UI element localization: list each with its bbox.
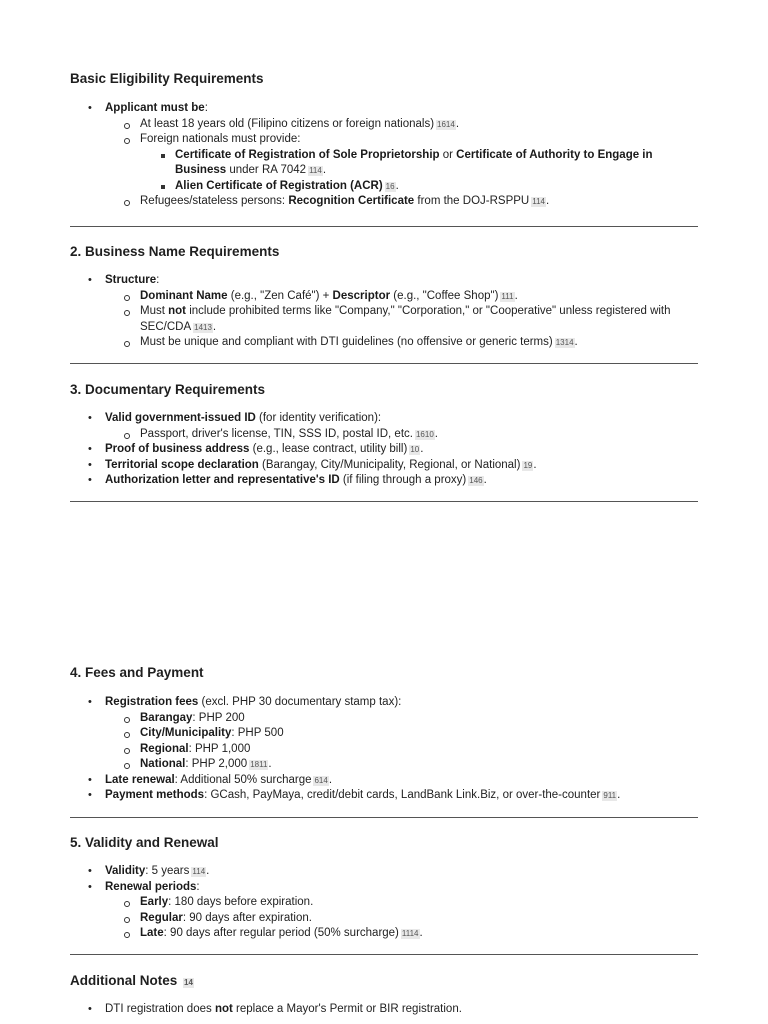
list-item: • Late renewal: Additional 50% surcharge 614. xyxy=(70,773,698,789)
item-text: : 180 days before expiration. xyxy=(168,896,314,908)
item-bold: National xyxy=(140,758,186,770)
list-item: Certificate of Registration of Sole Proprietorship or Certificate of Authority to Engage in Business under RA 7042 114. xyxy=(140,148,698,179)
item-text: : PHP 2,000 xyxy=(185,758,248,770)
sub-sub-list xyxy=(140,148,698,195)
sub-list xyxy=(105,117,698,210)
item-bold: Registration fees xyxy=(105,696,199,708)
list-item xyxy=(105,895,698,911)
list-item xyxy=(105,742,698,758)
list-item: Alien Certificate of Registration (ACR) 16. xyxy=(140,179,698,195)
list-item xyxy=(105,711,698,727)
item-text: (Barangay, City/Municipality, Regional, or National) xyxy=(258,458,521,471)
citation-ref[interactable]: 19 xyxy=(523,460,533,470)
item-bold: Regional xyxy=(140,742,189,755)
citation-ref[interactable]: 10 xyxy=(410,445,420,454)
item-bold: Certificate of Registration of Sole Proprietorship xyxy=(175,148,440,161)
citation-ref[interactable]: 1610 xyxy=(415,429,434,439)
item-text: : GCash, PayMaya, credit/debit cards, LandBank Link.Biz, or over-the-counter xyxy=(204,789,601,801)
sub-list xyxy=(105,289,698,351)
section-heading: 2. Business Name Requirements xyxy=(70,244,280,259)
list-item xyxy=(105,132,698,194)
divider xyxy=(70,501,698,502)
list-item: Dominant Name (e.g., "Zen Café") + Descriptor (e.g., "Coffee Shop") 111. xyxy=(105,289,698,305)
list-item: At least 18 years old (Filipino citizens or foreign nationals) 1614. xyxy=(105,117,698,133)
section-eligibility xyxy=(70,70,698,210)
section-fees xyxy=(70,664,698,804)
business-name-list xyxy=(70,273,698,351)
item-text: replace a Mayor's Permit or BIR registration. xyxy=(232,1003,462,1015)
list-item: National: PHP 2,000 1811. xyxy=(105,757,698,773)
item-bold: Payment methods xyxy=(105,789,205,801)
item-text: (excl. PHP 30 documentary stamp tax): xyxy=(198,696,402,708)
list-item xyxy=(70,695,698,773)
list-item: Late: 90 days after regular period (50% surcharge) 1114. xyxy=(105,926,698,942)
list-item: • Validity: 5 years 114. xyxy=(70,864,698,880)
section-validity xyxy=(70,834,698,942)
item-bold: Structure xyxy=(105,274,157,286)
citation-ref[interactable]: 1314 xyxy=(555,338,574,347)
eligibility-list xyxy=(70,101,698,210)
item-bold: not xyxy=(214,1003,233,1015)
section-documentary xyxy=(70,381,698,489)
list-item xyxy=(105,911,698,927)
item-text: : 5 years xyxy=(145,865,190,877)
item-text: : PHP 1,000 xyxy=(188,742,251,755)
item-text: : 90 days after regular period (50% surcharge) xyxy=(163,927,399,939)
list-item: Refugees/stateless persons: Recognition Certificate from the DOJ-RSPPU 114. xyxy=(105,194,698,210)
item-bold: Early xyxy=(140,896,169,908)
item-bold: Validity xyxy=(105,865,146,877)
list-item: • Proof of business address (e.g., lease contract, utility bill) 10. xyxy=(70,442,698,458)
sub-list xyxy=(105,427,698,443)
list-item: Passport, driver's license, TIN, SSS ID, postal ID, etc. 1610. xyxy=(105,427,698,443)
item-bold: Dominant Name xyxy=(140,289,228,302)
citation-ref[interactable]: 1811 xyxy=(250,760,268,769)
list-item: Must be unique and compliant with DTI guidelines (no offensive or generic terms) 1314. xyxy=(105,335,698,351)
item-text: (e.g., "Coffee Shop") xyxy=(390,289,499,302)
list-item: • Payment methods: GCash, PayMaya, credit/debit cards, LandBank Link.Biz, or over-the-counter 911. xyxy=(70,788,698,804)
item-text: : Additional 50% surcharge xyxy=(174,773,312,786)
sub-list xyxy=(105,711,698,773)
section-heading: 3. Documentary Requirements xyxy=(70,382,266,397)
item-text: (e.g., lease contract, utility bill) xyxy=(249,443,408,455)
applicant-label: Applicant must be xyxy=(105,102,205,114)
item-text: At least 18 years old (Filipino citizens or foreign nationals) xyxy=(140,117,435,130)
divider xyxy=(70,817,698,818)
list-item xyxy=(105,726,698,742)
item-text: : 90 days after expiration. xyxy=(182,911,312,924)
divider xyxy=(70,954,698,955)
section-heading xyxy=(70,972,698,990)
item-text: DTI registration does xyxy=(105,1003,215,1015)
item-text: : PHP 500 xyxy=(231,727,284,739)
item-text: from the DOJ-RSPPU xyxy=(414,195,530,207)
item-text: or xyxy=(439,148,457,161)
item-bold: Regular xyxy=(140,911,183,924)
item-bold: Descriptor xyxy=(332,289,391,302)
item-bold: Barangay xyxy=(140,711,193,724)
section-heading: 4. Fees and Payment xyxy=(70,665,204,680)
fees-list xyxy=(70,695,698,804)
notes-list xyxy=(70,1002,698,1018)
list-item: Must not include prohibited terms like "Company," "Corporation," or "Cooperative" unless registered with SEC/CDA 1413. xyxy=(105,304,698,335)
list-item: • Authorization letter and representative's ID (if filing through a proxy) 146. xyxy=(70,473,698,489)
sub-list xyxy=(105,895,698,942)
list-item xyxy=(70,1002,698,1018)
citation-ref[interactable]: 114 xyxy=(192,867,206,876)
item-bold: Territorial scope declaration xyxy=(105,458,259,471)
citation-ref[interactable]: 1114 xyxy=(401,929,419,938)
item-bold: not xyxy=(168,305,187,317)
validity-list xyxy=(70,864,698,942)
item-text: include prohibited terms like "Company," "Corporation," or "Cooperative" unless registered with SEC/CDA xyxy=(140,305,671,333)
item-bold: Proof of business address xyxy=(105,443,250,455)
item-text: Foreign nationals must provide: xyxy=(140,133,301,145)
item-bold: City/Municipality xyxy=(140,727,232,739)
item-text: : PHP 200 xyxy=(192,711,245,724)
list-item: • Applicant must be: At least 18 years old (Filipino citizens or foreign nationals) 1614. Foreign nationals must provide: Certificate of Registration of Sole Proprietorship or Certificate of Authority to Engage in Business under RA 7042 114. Alien Certificate of Registration (ACR) 16. Refugees/stateless persons: Recognition Certificate from the DOJ-RSPPU 114. xyxy=(70,101,698,210)
list-item: • Territorial scope declaration (Barangay, City/Municipality, Regional, or National) 19. xyxy=(70,458,698,474)
citation-ref[interactable]: 1413 xyxy=(194,322,212,332)
item-text: Refugees/stateless persons: xyxy=(140,195,289,207)
divider xyxy=(70,226,698,227)
section-additional-notes xyxy=(70,972,698,1018)
documentary-list xyxy=(70,411,698,489)
heading-text: Additional Notes xyxy=(70,973,178,988)
item-bold: Authorization letter and representative's ID xyxy=(105,474,340,486)
section-heading: 5. Validity and Renewal xyxy=(70,835,219,850)
citation-ref[interactable]: 114 xyxy=(532,197,545,206)
list-item: • Renewal periods: Early: 180 days before expiration. Regular: 90 days after expiration. Late: 90 days after regular period (50% surcharge) 1114. xyxy=(70,880,698,942)
list-item: • Structure: Dominant Name (e.g., "Zen Café") + Descriptor (e.g., "Coffee Shop") 111. Must not include prohibited terms like "Company," "Corporation," or "Cooperative" unless registered with SEC/CDA 1413. Must be unique and compliant with DTI guidelines (no offensive or generic terms) 1314. xyxy=(70,273,698,351)
item-text: Must be unique and compliant with DTI guidelines (no offensive or generic terms) xyxy=(140,336,553,348)
citation-ref[interactable]: 14 xyxy=(184,978,193,987)
section-heading: Basic Eligibility Requirements xyxy=(70,71,264,86)
citation-ref[interactable]: 1614 xyxy=(437,119,455,129)
citation-ref[interactable]: 114 xyxy=(309,166,322,175)
item-text: (for identity verification): xyxy=(255,412,382,424)
item-text: (e.g., "Zen Café") + xyxy=(227,289,333,302)
item-bold: Recognition Certificate xyxy=(288,195,415,207)
item-text: under RA 7042 xyxy=(226,164,307,176)
item-text: (if filing through a proxy) xyxy=(339,474,467,486)
item-bold: Renewal periods xyxy=(105,880,197,893)
citation-ref[interactable]: 146 xyxy=(469,476,483,485)
citation-ref[interactable]: 111 xyxy=(501,291,514,301)
list-item xyxy=(70,411,698,442)
item-bold: Valid government-issued ID xyxy=(105,412,256,424)
item-text: Must xyxy=(140,305,169,317)
citation-ref[interactable]: 614 xyxy=(314,775,328,785)
item-text: Passport, driver's license, TIN, SSS ID, postal ID, etc. xyxy=(140,427,413,440)
item-bold: Late xyxy=(140,927,164,939)
divider xyxy=(70,363,698,364)
section-business-name xyxy=(70,243,698,351)
item-bold: Late renewal xyxy=(105,773,175,786)
item-bold: Certificate of Authority to Engage in Business xyxy=(175,148,653,176)
citation-ref[interactable]: 16 xyxy=(385,181,395,191)
citation-ref[interactable]: 911 xyxy=(603,791,617,800)
item-bold: Alien Certificate of Registration (ACR) xyxy=(175,179,383,192)
